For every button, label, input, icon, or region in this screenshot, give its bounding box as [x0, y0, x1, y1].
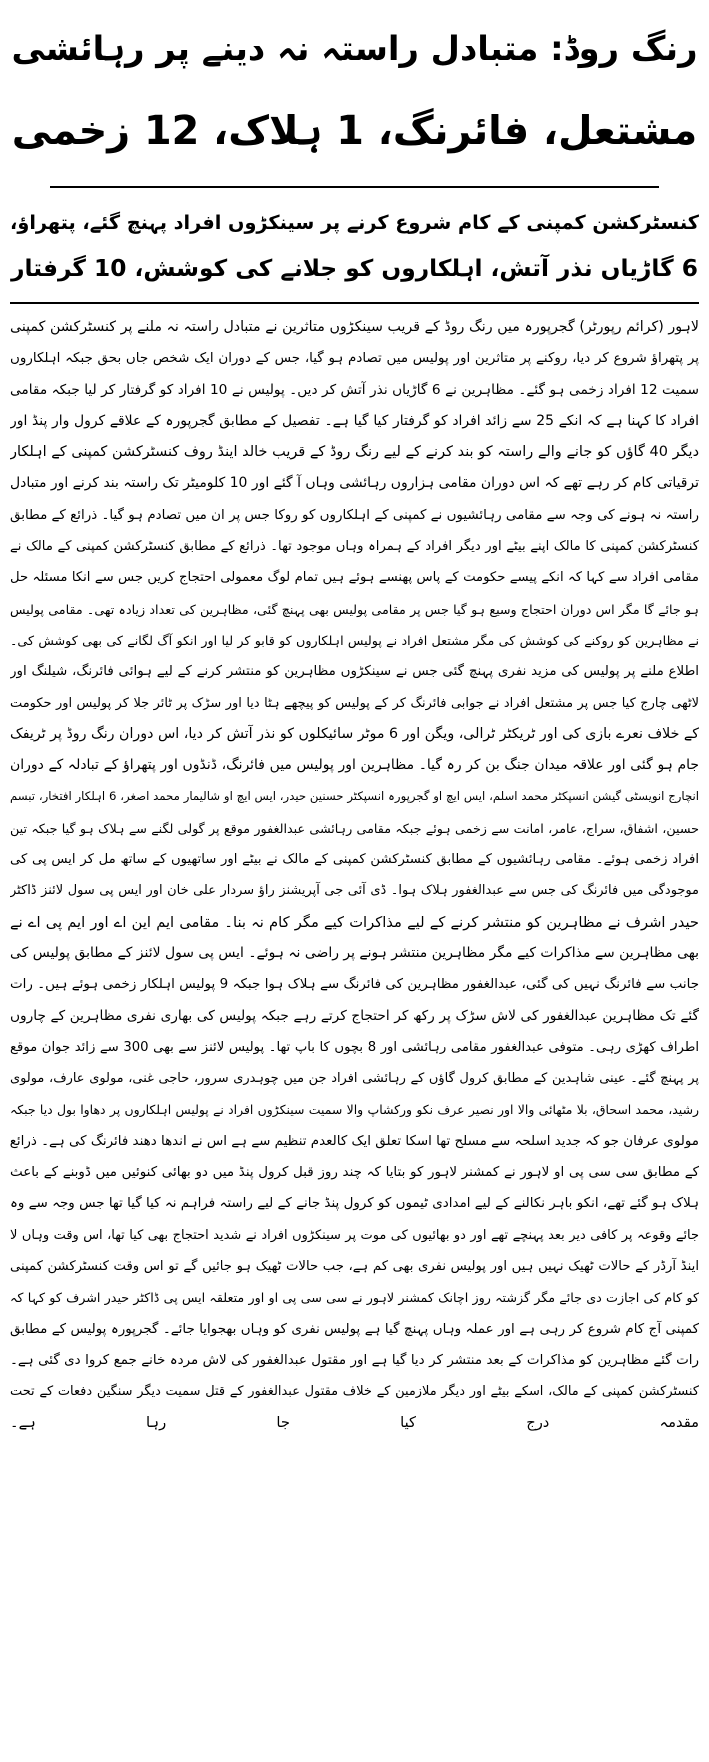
body-line: رات گئے مظاہرین کو مذاکرات کے بعد منتشر کر دیا گیا ہے اور مقتول عبدالغفور کی لاش مردہ خانے جمع کروا دی گئی ہے۔: [10, 1352, 699, 1368]
body-line: مقامی افراد سے کہا کہ انکے پیسے حکومت کے پاس پھنسے ہوئے ہیں تمام لوگ معمولی احتجاج کریں جس سے انکا مسئلہ حل: [10, 570, 699, 586]
body-line: دیگر 40 گاؤں کو جانے والے راستہ کو بند کرنے کے لیے رنگ روڈ کے قریب خالد اینڈ روف کنسٹرکشن کمپنی کے اہلکار: [10, 444, 699, 461]
body-line: افراد کا کہنا ہے کہ انکے 25 سے زائد افراد کو گرفتار کیا گیا ہے۔ تفصیل کے مطابق گجرپورہ کے علاقے کرول وار پنڈ اور: [10, 412, 699, 429]
body-line: رشید، محمد اسحاق، بلا مٹھائی والا اور نصیر عرف نکو ورکشاپ والا سمیت سینکڑوں افراد نے پولیس اہلکاروں پر دھاوا بول دیا جبکہ: [10, 1102, 699, 1118]
body-line: گئے تک مظاہرین عبدالغفور کی لاش سڑک پر رکھ کر احتجاج کرتے رہے جبکہ پولیس کی بھاری نفری مظاہرین کے چاروں: [10, 1007, 699, 1024]
body-line: انچارج انویسٹی گیشن انسپکٹر محمد اسلم، ایس ایچ او گجرپورہ انسپکٹر حسنین حیدر، ایس ایچ او شالیمار محمد اصغر، 6 اہلکار افتخار، تبسم: [10, 789, 699, 804]
body-line: کنسٹرکشن کمپنی کا مالک اپنے بیٹے اور دیگر افراد کے ہمراہ وہاں موجود تھا۔ ذرائع کے مطابق کنسٹرکشن کمپنی کے مالک نے: [10, 539, 699, 555]
body-line: اینڈ آرڈر کے حالات ٹھیک نہیں ہیں اور پولیس نفری بھی کم ہے، جب حالات ٹھیک ہو جائیں گے تو اس وقت کنسٹرکشن کمپنی: [10, 1258, 699, 1274]
body-line: راستہ نہ ہونے کی وجہ سے مقامی رہائشیوں نے کمپنی کے اہلکاروں کو روکا جس پر ان میں تصادم ہو گیا۔ ذرائع کے مطابق: [10, 507, 699, 523]
body-line: پر پتھراؤ شروع کر دیا، روکنے پر متاثرین اور پولیس میں تصادم ہو گیا، جس کے دوران ایک شخص جاں بحق جبکہ اہلکاروں: [10, 351, 699, 367]
body-line: کو کام کی اجازت دی جائے مگر گزشتہ روز اچانک کمشنر لاہور نے سی سی پی او اور متعلقہ ایس پی ڈاکٹر حیدر اشرف کو کہا کہ: [10, 1290, 699, 1306]
body-line: کنسٹرکشن کمپنی کے مالک، اسکے بیٹے اور دیگر ملازمین کے خلاف مقتول عبدالغفور کے قتل سمیت دیگر سنگین دفعات کے تحت: [10, 1384, 699, 1400]
body-line: نے مظاہرین کو روکنے کی کوشش کی مگر مشتعل افراد نے پولیس اہلکاروں کو قابو کر لیا اور انکو آگ لگانے کی بھی کوشش کی۔: [10, 632, 699, 648]
body-line: ہلاک ہو گئے تھے، انکو باہر نکالنے کے لیے امدادی ٹیموں کو کرول پنڈ جانے کے لیے راستہ فراہم نہ کیا گیا تھا جس وجہ سے وہ: [10, 1196, 699, 1212]
body-line: موجودگی میں فائرنگ کی جس سے عبدالغفور ہلاک ہوا۔ ڈی آئی جی آپریشنز راؤ سردار علی خان اور ایس پی سول لائنز ڈاکٹر: [10, 883, 699, 899]
body-line: ہو جائے گا مگر اس دوران احتجاج وسیع ہو گیا جس پر مقامی پولیس بھی پہنچ گئی، مظاہرین کی تعداد زیادہ تھی۔ مقامی پولیس: [10, 601, 699, 617]
subheadline-line-2: 6 گاڑیاں نذر آتش، اہلکاروں کو جلانے کی کوشش، 10 گرفتار: [11, 255, 698, 282]
headline-line-1: رنگ روڈ: متبادل راستہ نہ دینے پر رہائشی: [11, 29, 698, 68]
body-line: کمپنی آج کام شروع کر رہی ہے اور عملہ وہاں پہنچ گیا ہے پولیس نفری کو وہاں بھجوایا جائے۔ گجرپورہ پولیس کے مطابق: [10, 1321, 699, 1337]
body-line: مولوی عرفان جو کہ جدید اسلحہ سے مسلح تھا اسکا تعلق ایک کالعدم تنظیم سے ہے اس نے اندھا دھند فائرنگ کی ہے۔ ذرائع: [10, 1133, 699, 1149]
body-line: کے مطابق سی سی پی او لاہور نے کمشنر لاہور کو بتایا کہ چند روز قبل کرول پنڈ میں دو بھائی کنوئیں میں ڈوبنے کے باعث: [10, 1165, 699, 1181]
body-line: مقدمہ درج کیا جا رہا ہے۔: [10, 1414, 699, 1432]
body-line: لاٹھی چارج کیا جس پر مشتعل افراد نے جوابی فائرنگ کر کے پولیس کو پیچھے ہٹا دیا اور سڑک پر ٹائر جلا کر پولیس اور حکومت: [10, 695, 699, 711]
subheadline-line-1: کنسٹرکشن کمپنی کے کام شروع کرنے پر سینکڑوں افراد پہنچ گئے، پتھراؤ،: [10, 211, 699, 234]
headline: [10, 8, 699, 172]
body-line: جانب سے فائرنگ نہیں کی گئی، عبدالغفور مظاہرین کی فائرنگ سے ہلاک ہوا جبکہ 9 پولیس اہلکار زخمی ہوئے ہیں۔ رات: [10, 977, 699, 993]
divider-bottom: [10, 302, 699, 304]
divider-top: [50, 186, 659, 188]
body-line: سمیت 12 افراد زخمی ہو گئے۔ مظاہرین نے 6 گاڑیاں نذر آتش کر دیں۔ پولیس نے 10 افراد کو گرفتار کر لیا جبکہ مقامی: [10, 381, 699, 398]
subheadline: [10, 200, 699, 292]
article-body: [10, 312, 699, 1439]
body-line: حیدر اشرف نے مظاہرین کو منتشر کرنے کے لیے مذاکرات کیے مگر کام نہ بنا۔ مقامی ایم این اے اور ایم پی اے نے: [10, 913, 699, 931]
body-line: جائے وقوعہ پر کافی دیر بعد پہنچے تھے اور دو بھائیوں کی موت پر سینکڑوں افراد نے شدید احتجاج بھی کیا تھا، اس وقت وہاں لا: [10, 1227, 699, 1243]
body-line: اطراف کھڑی رہی۔ متوفی عبدالغفور مقامی رہائشی اور 8 بچوں کا باپ تھا۔ پولیس لائنز سے بھی 300 سے زائد جوان موقع: [10, 1039, 699, 1055]
body-line: حسین، اشفاق، سراج، عامر، امانت سے زخمی ہوئے جبکہ مقامی رہائشی عبدالغفور موقع پر گولی لگنے سے ہلاک ہو گیا جبکہ تین: [10, 820, 699, 836]
headline-line-2: مشتعل، فائرنگ، 1 ہلاک، 12 زخمی: [11, 108, 698, 154]
body-line: کے خلاف نعرے بازی کی اور ٹریکٹر ٹرالی، ویگن اور 6 موٹر سائیکلوں کو نذر آتش کر دیا، اس دوران رنگ روڈ پر ٹریفک: [10, 725, 699, 742]
body-line: لاہور (کرائم رپورٹر) گجرپورہ میں رنگ روڈ کے قریب سینکڑوں متاثرین نے متبادل راستہ نہ ملنے پر کنسٹرکشن کمپنی: [10, 319, 699, 335]
body-line: اطلاع ملنے پر پولیس کی مزید نفری پہنچ گئی جس نے سینکڑوں مظاہرین کو منتشر کرنے کے لیے ہوائی فائرنگ، شیلنگ اور: [10, 664, 699, 680]
body-line: جام ہو گئی اور علاقہ میدان جنگ بن کر رہ گیا۔ مظاہرین اور پولیس میں فائرنگ، ڈنڈوں اور پتھراؤ کے تبادلہ کے دوران: [10, 757, 699, 774]
body-line: ترقیاتی کام کر رہے تھے کہ اس دوران مقامی ہزاروں رہائشی وہاں آ گئے اور 10 کلومیٹر تک راستہ بند کرنے اور متبادل: [10, 475, 699, 492]
body-line: افراد زخمی ہوئے۔ مقامی رہائشیوں کے مطابق کنسٹرکشن کمپنی کے مالک نے بیٹے اور ساتھیوں کے ساتھ مل کر ایس پی کی: [10, 852, 699, 868]
body-line: پر پہنچ گئے۔ عینی شاہدین کے مطابق کرول گاؤں کے رہائشی افراد جن میں چوہدری سرور، حاجی غنی، مولوی عارف، مولوی: [10, 1071, 699, 1087]
body-line: بھی مظاہرین سے مذاکرات کیے مگر مظاہرین منتشر ہونے پر راضی نہ ہوئے۔ ایس پی سول لائنز کے مطابق پولیس کی: [10, 944, 699, 961]
